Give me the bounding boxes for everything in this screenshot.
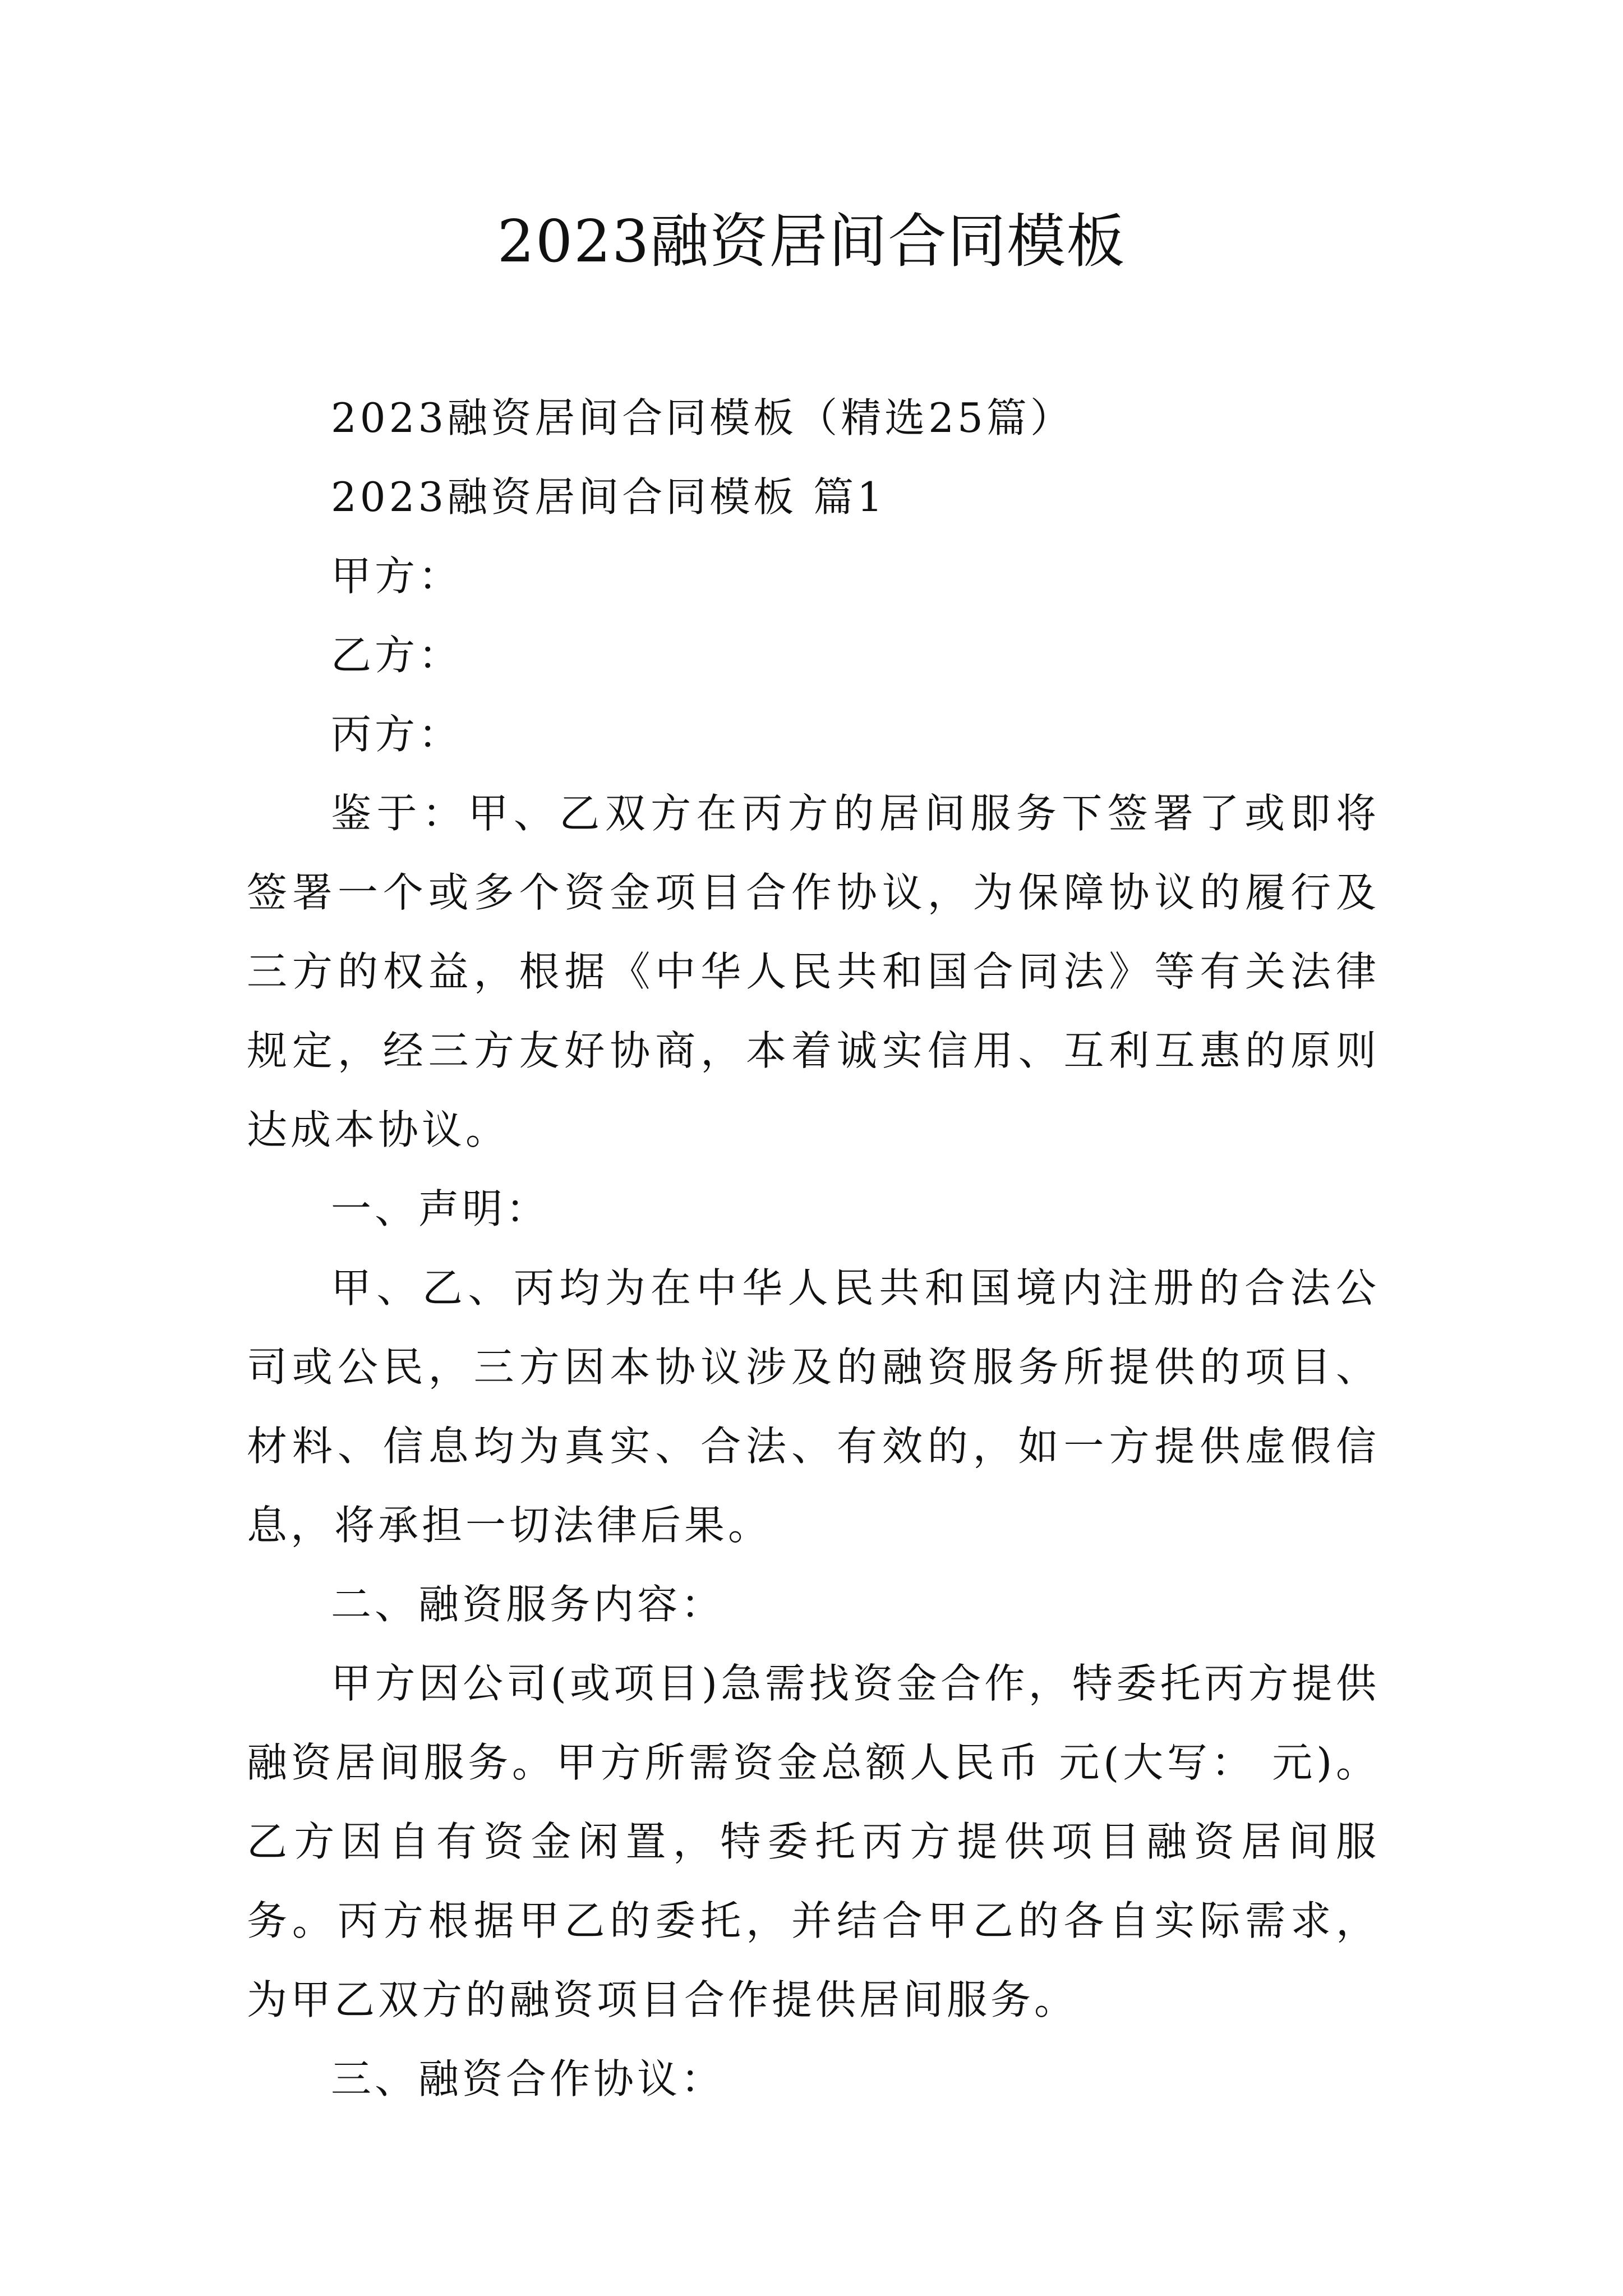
clause-heading: 三、融资合作协议：	[331, 2055, 725, 2102]
party-a-label: 甲方：	[331, 553, 463, 600]
party-c-label: 丙方：	[331, 711, 463, 758]
clause-paragraph: 甲、乙、丙均为在中华人民共和国境内注册的合法公司或公民，三方因本协议涉及的融资服务所提供的项目、材料、信息均为真实、合法、有效的，如一方提供虚假信息，将承担一切法律后果。	[247, 1264, 1380, 1549]
clause-heading: 一、声明：	[331, 1185, 550, 1232]
preamble-paragraph: 鉴于：甲、乙双方在丙方的居间服务下签署了或即将签署一个或多个资金项目合作协议，为保障协议的履行及三方的权益，根据《中华人民共和国合同法》等有关法律规定，经三方友好协商，本着诚实信用、互利互惠的原则达成本协议。	[247, 790, 1380, 1153]
clause-heading: 二、融资服务内容：	[331, 1581, 725, 1628]
party-b-label: 乙方：	[331, 632, 463, 679]
document-body	[247, 379, 1380, 2119]
section-heading: 2023融资居间合同模板 篇1	[331, 473, 886, 521]
document-title: 2023融资居间合同模板	[497, 207, 1126, 275]
subtitle-paragraph: 2023融资居间合同模板（精选25篇）	[331, 394, 1074, 441]
clause-paragraph: 甲方因公司(或项目)急需找资金合作，特委托丙方提供融资居间服务。甲方所需资金总额人民币 元(大写： 元)。乙方因自有资金闲置，特委托丙方提供项目融资居间服务。丙方根据甲乙的委托，并结合甲乙的各自实际需求，为甲乙双方的融资项目合作提供居间服务。	[247, 1660, 1380, 2023]
